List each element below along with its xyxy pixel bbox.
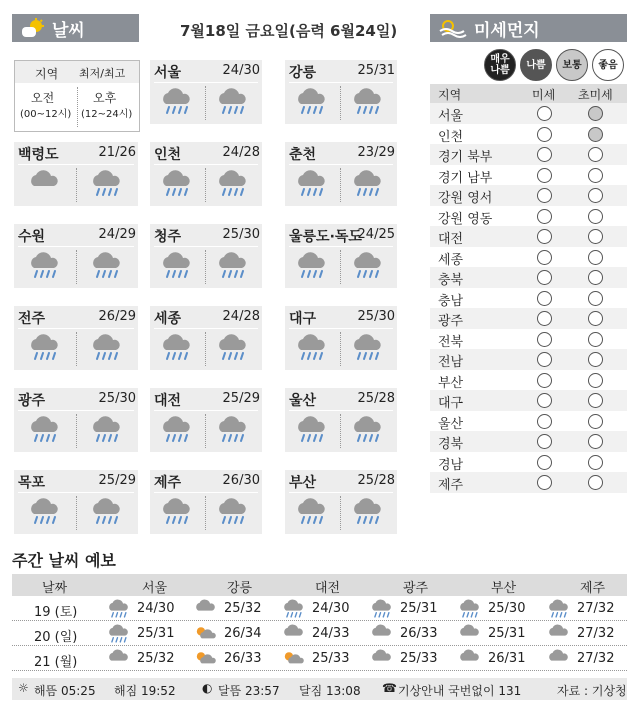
dust-col-pm10: 미세 [532, 88, 556, 102]
rain-icon [107, 623, 131, 648]
rain-icon [458, 598, 482, 623]
pm25-indicator [588, 188, 603, 203]
rain-icon [160, 496, 194, 530]
dust-row [430, 431, 627, 452]
city-name: 울산 [289, 393, 317, 409]
rain-icon [295, 86, 329, 120]
weekly-temp: 25/33 [312, 651, 350, 666]
dust-row [430, 144, 627, 165]
city-temp: 26/29 [98, 309, 136, 324]
city-name: 전주 [18, 311, 46, 327]
weekly-temp: 25/31 [137, 626, 175, 641]
weekly-header [12, 574, 627, 596]
dust-region: 울산 [438, 416, 464, 432]
dust-level-badge: 보통 [556, 49, 588, 81]
rain-icon [295, 250, 329, 284]
pm25-indicator [588, 311, 603, 326]
dust-row [430, 329, 627, 350]
city-name: 세종 [154, 311, 182, 327]
weekly-temp: 25/32 [224, 601, 262, 616]
city-name: 강릉 [289, 65, 317, 81]
dust-title: 미세먼지 [474, 20, 540, 41]
pm10-indicator [537, 475, 552, 490]
rain-icon [351, 496, 385, 530]
rain-icon [90, 168, 124, 202]
city-name: 대구 [289, 311, 317, 327]
dust-region: 대전 [438, 232, 464, 247]
pm10-indicator [537, 352, 552, 367]
data-source: 자료 : 기상청 [557, 684, 627, 698]
pm10-indicator [537, 434, 552, 449]
pm25-indicator [588, 455, 603, 470]
city-temp: 25/28 [357, 391, 395, 406]
city-temp: 23/29 [357, 145, 395, 160]
rain-icon [160, 332, 194, 366]
legend-am-sub: (00~12시) [20, 109, 72, 120]
weekly-temp: 26/34 [224, 626, 262, 641]
city-name: 백령도 [18, 147, 59, 163]
pm10-indicator [537, 250, 552, 265]
weekly-col: 대전 [315, 581, 341, 596]
rain-icon [216, 168, 250, 202]
city-card [285, 470, 397, 534]
dust-row [430, 370, 627, 391]
city-card [285, 306, 397, 370]
rain-icon [160, 86, 194, 120]
dust-region: 경기 북부 [438, 150, 493, 165]
sun-cloud-icon [194, 623, 218, 648]
city-temp: 25/30 [357, 309, 395, 324]
rain-icon [160, 414, 194, 448]
rain-icon [90, 496, 124, 530]
weekly-date: 19 (토) [34, 605, 78, 620]
city-name: 광주 [18, 393, 46, 409]
dust-level-badge: 나쁨 [520, 49, 552, 81]
rain-icon [282, 598, 306, 623]
pm25-indicator [588, 352, 603, 367]
pm25-indicator [588, 168, 603, 183]
pm25-indicator [588, 106, 603, 121]
weekly-col: 서울 [142, 581, 168, 596]
sunrise: 해뜸 05:25 [34, 684, 96, 698]
dust-region: 충북 [438, 273, 464, 288]
rain-icon [28, 250, 62, 284]
city-card [150, 306, 262, 370]
cloud-icon [458, 648, 482, 673]
pm10-indicator [537, 188, 552, 203]
city-name: 수원 [18, 229, 46, 245]
dust-region: 경기 남부 [438, 170, 493, 186]
dust-region: 경북 [438, 437, 464, 452]
dust-row [430, 185, 627, 206]
dust-row [430, 103, 627, 124]
dust-region: 전남 [438, 355, 464, 370]
rain-icon [28, 496, 62, 530]
rain-icon [547, 598, 571, 623]
sun-icon: ☼ [18, 681, 29, 695]
cloud-icon [107, 648, 131, 673]
city-card [14, 224, 138, 288]
pm25-indicator [588, 291, 603, 306]
pm10-indicator [537, 311, 552, 326]
weekly-temp: 26/31 [488, 651, 526, 666]
city-name: 인천 [154, 147, 182, 163]
rain-icon [90, 250, 124, 284]
pm25-indicator [588, 127, 603, 142]
sunset: 해짐 19:52 [114, 684, 176, 698]
dust-region: 전북 [438, 334, 464, 350]
cloud-icon [458, 623, 482, 648]
rain-icon [90, 414, 124, 448]
dust-col-pm25: 초미세 [578, 88, 613, 102]
city-card [285, 142, 397, 206]
weekly-col: 부산 [491, 581, 517, 596]
weekly-temp: 27/32 [577, 626, 615, 641]
weekly-temp: 25/31 [400, 601, 438, 616]
dust-region: 충남 [438, 293, 464, 309]
weather-info: 기상안내 국번없이 131 [398, 684, 522, 698]
dust-table [430, 84, 627, 493]
rain-icon [295, 168, 329, 202]
legend-pm: 오후 [93, 91, 117, 105]
dust-level-badge: 좋음 [592, 49, 624, 81]
city-card [14, 470, 138, 534]
city-temp: 21/26 [98, 145, 136, 160]
pm25-indicator [588, 229, 603, 244]
weekly-temp: 26/33 [224, 651, 262, 666]
city-temp: 24/29 [98, 227, 136, 242]
dust-region: 광주 [438, 314, 464, 329]
pm10-indicator [537, 332, 552, 347]
rain-icon [216, 332, 250, 366]
weekly-temp: 24/30 [312, 601, 350, 616]
dust-row [430, 472, 627, 493]
city-name: 대전 [154, 393, 182, 409]
rain-icon [216, 86, 250, 120]
rain-icon [160, 250, 194, 284]
cloud-icon [547, 648, 571, 673]
dust-region: 세종 [438, 252, 464, 268]
city-card [14, 388, 138, 452]
city-temp: 24/28 [222, 145, 260, 160]
rain-icon [370, 598, 394, 623]
city-temp: 24/30 [222, 63, 260, 78]
weekly-temp: 27/32 [577, 601, 615, 616]
weekly-temp: 25/30 [488, 601, 526, 616]
dust-row [430, 267, 627, 288]
city-card [285, 224, 397, 288]
rain-icon [28, 414, 62, 448]
pm25-indicator [588, 414, 603, 429]
pm25-indicator [588, 270, 603, 285]
pm25-indicator [588, 434, 603, 449]
pm10-indicator [537, 393, 552, 408]
sun-cloud-icon [194, 648, 218, 673]
legend-am: 오전 [31, 91, 55, 105]
weekly-col: 제주 [580, 581, 606, 596]
city-name: 목포 [18, 475, 46, 491]
city-card [150, 60, 262, 124]
dust-table-header [430, 84, 627, 103]
city-temp: 25/31 [357, 63, 395, 78]
weekly-temp: 24/33 [312, 626, 350, 641]
weekly-temp: 27/32 [577, 651, 615, 666]
weekly-temp: 26/33 [400, 626, 438, 641]
rain-icon [107, 598, 131, 623]
cloud-icon [28, 168, 62, 202]
pm25-indicator [588, 250, 603, 265]
weekly-temp: 25/32 [137, 651, 175, 666]
dust-row [430, 226, 627, 247]
city-card [285, 388, 397, 452]
dust-row [430, 349, 627, 370]
pm10-indicator [537, 270, 552, 285]
city-card [14, 306, 138, 370]
city-temp: 25/30 [222, 227, 260, 242]
dust-col-region: 지역 [438, 88, 462, 102]
rain-icon [160, 168, 194, 202]
weekly-date: 20 (일) [34, 630, 78, 645]
dust-row [430, 390, 627, 411]
dust-row [430, 124, 627, 145]
footer [12, 678, 627, 700]
dust-row [430, 411, 627, 432]
rain-icon [216, 496, 250, 530]
dust-region: 인천 [438, 129, 464, 145]
dust-region: 경남 [438, 457, 464, 473]
city-name: 청주 [154, 229, 182, 245]
pm25-indicator [588, 332, 603, 347]
dust-row [430, 308, 627, 329]
city-name: 서울 [154, 65, 182, 81]
city-card [150, 470, 262, 534]
cloud-icon [370, 648, 394, 673]
weekly-row [12, 623, 627, 646]
dust-region: 강원 영서 [438, 191, 493, 206]
dust-row [430, 247, 627, 268]
moon-icon: ◐ [202, 681, 213, 695]
weekly-col-date: 날짜 [42, 581, 68, 596]
rain-icon [351, 86, 385, 120]
dust-row [430, 165, 627, 186]
city-temp: 24/28 [222, 309, 260, 324]
city-name: 울릉도·독도 [289, 229, 362, 245]
pm25-indicator [588, 209, 603, 224]
pm10-indicator [537, 127, 552, 142]
pm10-indicator [537, 229, 552, 244]
city-temp: 25/28 [357, 473, 395, 488]
rain-icon [216, 414, 250, 448]
city-card [150, 142, 262, 206]
pm25-indicator [588, 147, 603, 162]
rain-icon [351, 250, 385, 284]
cloud-icon [547, 623, 571, 648]
weather-header [12, 14, 139, 42]
dust-region: 강원 영동 [438, 211, 493, 227]
weather-legend [14, 60, 140, 132]
rain-icon [28, 332, 62, 366]
city-card [150, 224, 262, 288]
weather-title: 날씨 [52, 20, 85, 41]
sun-cloud-icon [20, 18, 46, 38]
city-temp: 25/29 [222, 391, 260, 406]
pm10-indicator [537, 291, 552, 306]
dust-header [430, 14, 627, 42]
pm25-indicator [588, 393, 603, 408]
page-date: 7월18일 금요일(음력 6월24일) [180, 22, 398, 40]
pm25-indicator [588, 475, 603, 490]
cloud-icon [194, 598, 218, 623]
rain-icon [295, 496, 329, 530]
city-temp: 24/25 [357, 227, 395, 242]
weekly-row [12, 598, 627, 621]
weekly-temp: 25/31 [488, 626, 526, 641]
rain-icon [90, 332, 124, 366]
weekly-col: 강릉 [227, 581, 253, 596]
rain-icon [351, 332, 385, 366]
dust-region: 제주 [438, 478, 464, 493]
rain-icon [351, 168, 385, 202]
rain-icon [351, 414, 385, 448]
dust-icon [438, 18, 468, 38]
city-temp: 26/30 [222, 473, 260, 488]
pm10-indicator [537, 147, 552, 162]
pm10-indicator [537, 414, 552, 429]
dust-row [430, 288, 627, 309]
city-name: 춘천 [289, 147, 317, 163]
weekly-temp: 25/33 [400, 651, 438, 666]
dust-level-badge: 매우 나쁨 [484, 49, 516, 81]
pm25-indicator [588, 373, 603, 388]
weekly-col: 광주 [403, 581, 429, 596]
city-card [150, 388, 262, 452]
weekly-row [12, 648, 627, 671]
weekly-date: 21 (월) [34, 655, 78, 670]
pm10-indicator [537, 455, 552, 470]
city-name: 부산 [289, 475, 317, 491]
dust-region: 부산 [438, 375, 464, 391]
moonset: 달짐 13:08 [299, 684, 361, 698]
rain-icon [216, 250, 250, 284]
phone-icon: ☎ [382, 681, 397, 695]
city-name: 제주 [154, 475, 182, 491]
rain-icon [295, 332, 329, 366]
moonrise: 달뜸 23:57 [218, 684, 280, 698]
dust-region: 대구 [438, 396, 464, 411]
cloud-icon [370, 623, 394, 648]
weekly-temp: 24/30 [137, 601, 175, 616]
dust-row [430, 452, 627, 473]
pm10-indicator [537, 106, 552, 121]
legend-minmax: 최저/최고 [79, 67, 126, 80]
pm10-indicator [537, 168, 552, 183]
pm10-indicator [537, 373, 552, 388]
pm10-indicator [537, 209, 552, 224]
city-temp: 25/29 [98, 473, 136, 488]
sun-cloud-icon [282, 648, 306, 673]
weekly-title: 주간 날씨 예보 [12, 551, 116, 570]
city-temp: 25/30 [98, 391, 136, 406]
legend-region: 지역 [35, 67, 59, 81]
city-card [14, 142, 138, 206]
legend-pm-sub: (12~24시) [81, 109, 133, 120]
cloud-icon [282, 623, 306, 648]
city-card [285, 60, 397, 124]
dust-region: 서울 [438, 109, 464, 124]
rain-icon [295, 414, 329, 448]
dust-row [430, 206, 627, 227]
